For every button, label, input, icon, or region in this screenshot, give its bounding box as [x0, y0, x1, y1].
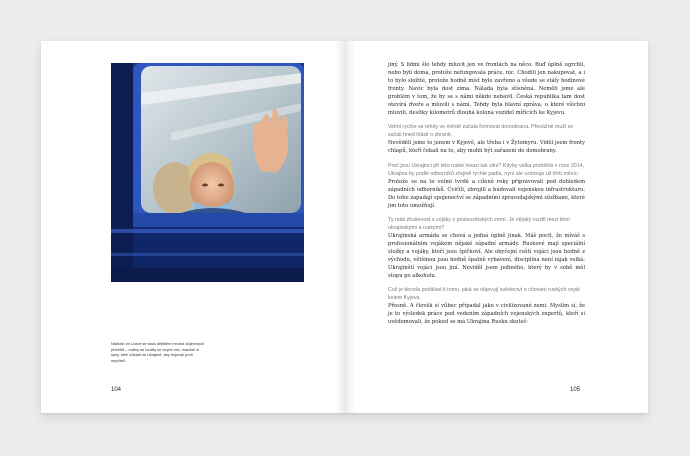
page-number-left: 104 [111, 387, 122, 393]
book-spread [41, 41, 648, 413]
question-paragraph: Velmi rychle se tehdy ve městě začala formovat domobrana. Převážně muži se začali hned hlásit o zbraně. [388, 124, 574, 139]
answer-paragraph: jiný. S lidmi šlo tehdy mluvit jen ve frontách na něco. Buď úplně ugrchli, nebo byli doma, protože nefungovala práce, nic. Chodili jen nakupovat, a i to bylo složité, protože hodně míst bylo zavřeno a všude se stály hodinové fronty. Navíc byla dost zima. Nálada byla stísněná. Neměli jsme ale problém v tom, že by se s námi někdo nebavil. Česká republika tam dost otevírá dveře a mluvili s námi. Tehdy byla hlavní zpráva, o které všichni mluvili, desítky kilometrů dlouhá kolona vozidel mířících ke Kyjevu. [388, 62, 585, 117]
page-number-right: 105 [570, 387, 581, 393]
answer-paragraph: Přesně. A člověk si vůbec připadal jako v civilizované zemi. Myslím si, že je to výsledek práce pod vedením západních vojenských expertů, kteří si uvědomovali, že pokud se má Ukrajina Rusku skuteč- [388, 303, 585, 326]
question-paragraph: Proč jsou Ukrajinci při této ruské invazi tak silní? Kdyby válka proběhla v roce 2014, Ukrajina by podle odborníků zřejmě rychle padla, nyní ale vzdoruje už třetí měsíc. [388, 162, 585, 177]
answer-paragraph: Nevěděli jsme to jenom v Kyjevě, ale třeba i v Žytomyru. Viděl jsem fronty chlapů, kteří čekali na to, aby mohli být zařazeni do domobrany. [388, 140, 585, 155]
interview-text [388, 61, 585, 326]
right-page [345, 41, 648, 413]
photo-child-at-train-window [111, 63, 304, 282]
question-paragraph: Což je docela protiklad k tomu, jaká se objevují svědectví o chování ruských vojsk kolem Kyjeva. [388, 287, 580, 302]
photo-caption: Nádraží ve Lvově se stalo dějištěm mnoha dojemných příběhů – rodiny se loučily se svými otci, manželi či syny, kteří zůstali na Ukrajině, aby bojovali proti nepříteli. [111, 341, 205, 363]
question-paragraph: Ty máš zkušenost s vojáky z postsovětských zemí. Je nějaký rozdíl mezi těmi ukrajinskými a ruskými? [388, 216, 570, 231]
answer-paragraph: Ukrajinská armáda se chová a jedná úplně jinak. Máš pocit, že míváš s profesionálním vojákem nějaké západní armády. Ruskové mají speciální složky a vojáky, kteří jsou špičkoví. Ale obyčejní ruští vojáci jsou hodně z východu, většinou jsou hodně špatně vybavení, disciplína není nijak velká. Ukrajinští vojáci jsou jiní. Neviděl jsem jediného, který by v sobě měl stopu po alkoholu. [388, 232, 585, 280]
left-page [41, 41, 344, 413]
answer-paragraph: Protože se na to velmi tvrdě a cíleně roky připravovali pod dohledem západních odborníků. Cvičili, zbrojili a budovali vojenskou infrastrukturu. Do toho zapadají spojenectví se západními zpravodajskými službami, které jim toto umožňují. [388, 178, 585, 209]
